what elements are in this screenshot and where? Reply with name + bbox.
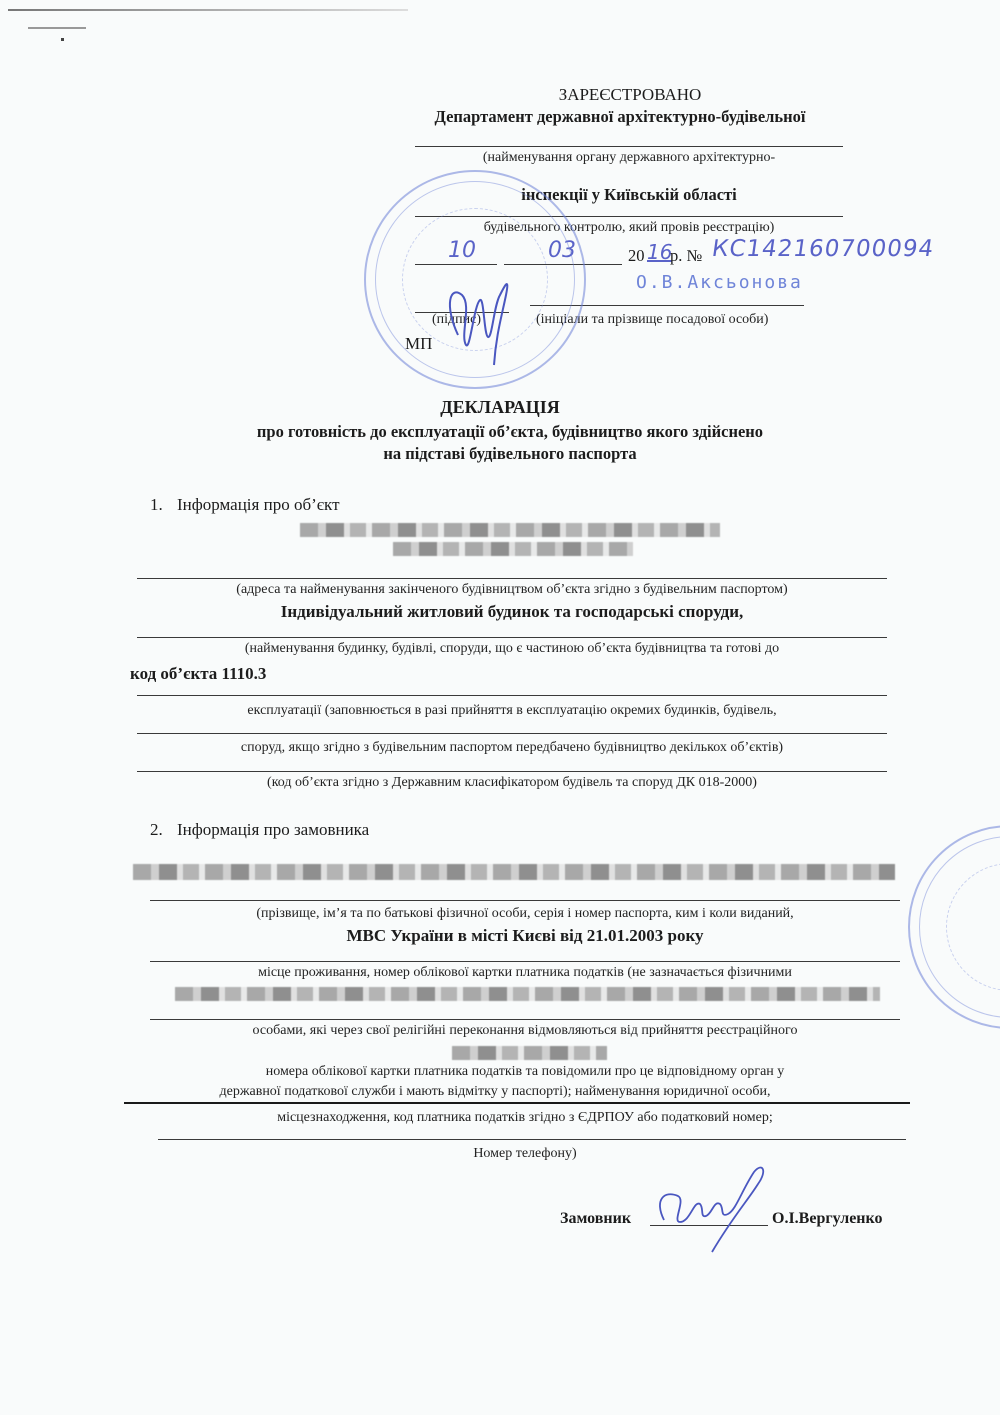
section2-caption-residence: місце проживання, номер облікової картки платника податків (не зазначається фізичними	[258, 965, 792, 980]
divider-thick	[124, 1102, 910, 1104]
section1-heading: Інформація про об’єкт	[177, 495, 340, 514]
official-name-stamp: О.В.Аксьонова	[636, 272, 803, 293]
divider	[415, 146, 843, 147]
redacted-customer-name-passport	[133, 864, 895, 880]
date-day: 10	[448, 238, 476, 263]
registration-caption2: будівельного контролю, який провів реєстрацію)	[483, 220, 775, 235]
customer-name: О.І.Вергуленко	[772, 1210, 883, 1227]
divider	[137, 733, 887, 734]
year-prefix: 20	[628, 246, 645, 265]
section2-caption-person: (прізвище, ім’я та по батькові фізичної особи, серія і номер паспорта, ким і коли виданий,	[256, 906, 794, 921]
section2-caption-tax2: державної податкової служби і мають відмітку у паспорті); найменування юридичної особи,	[219, 1084, 771, 1099]
declaration-subtitle1: про готовність до експлуатації об’єкта, будівництво якого здійснено	[256, 422, 764, 441]
divider	[137, 637, 887, 638]
redacted-object-address-line1	[300, 523, 720, 537]
section1-caption-classifier: (код об’єкта згідно з Державним класифікатором будівель та споруд ДК 018-2000)	[267, 775, 757, 790]
registration-number: КС142160700094	[710, 236, 936, 262]
section2-number: 2.	[150, 820, 163, 839]
declaration-subtitle2: на підставі будівельного паспорта	[383, 444, 637, 463]
seal-label: МП	[405, 334, 433, 353]
divider	[150, 1019, 900, 1020]
section1-number: 1.	[150, 495, 163, 514]
signature-caption: (підпис)	[432, 312, 482, 327]
customer-signature	[650, 1160, 780, 1260]
partial-stamp-right	[908, 825, 1000, 1029]
official-name-caption: (ініціали та прізвище посадової особи)	[536, 312, 769, 327]
section2-heading: Інформація про замовника	[177, 820, 370, 839]
divider	[137, 771, 887, 772]
scan-artifact-mark	[28, 27, 86, 29]
divider	[137, 695, 887, 696]
divider	[150, 961, 900, 962]
redacted-object-address-line2	[393, 542, 633, 556]
divider	[150, 900, 900, 901]
section1-caption-building: (найменування будинку, будівлі, споруди, що є частиною об’єкта будівництва та готові до	[244, 641, 780, 656]
object-code: код об’єкта 1110.3	[130, 664, 267, 683]
scan-artifact-line	[8, 9, 408, 11]
section1-caption-structures: споруд, якщо згідно з будівельним паспортом передбачено будівництво декількох об’єктів)	[240, 740, 784, 755]
customer-signature-label: Замовник	[560, 1210, 632, 1227]
date-month: 03	[548, 238, 576, 263]
year-label: р. №	[670, 246, 703, 265]
section2-caption-religion: особами, які через свої релігійні переконання відмовляються від прийняття реєстраційного	[252, 1023, 798, 1038]
section2-caption-phone: Номер телефону)	[473, 1146, 577, 1161]
section1-caption-exploitation: експлуатації (заповнюється в разі прийняття в експлуатацію окремих будинків, будівель,	[247, 703, 777, 718]
declaration-title: ДЕКЛАРАЦІЯ	[440, 397, 560, 417]
object-name: Індивідуальний житловий будинок та господарські споруди,	[280, 602, 744, 621]
section2-caption-tax1: номера облікової картки платника податків та повідомили про це відповідному орган у	[265, 1064, 785, 1079]
passport-issued: МВС України в місті Києві від 21.01.2003 року	[346, 926, 704, 945]
registration-heading: ЗАРЕЄСТРОВАНО	[558, 85, 702, 104]
registration-caption1: (найменування органу державного архітектурно-	[482, 150, 776, 165]
official-signature	[440, 265, 520, 375]
registration-authority-line2: інспекції у Київській області	[521, 185, 737, 204]
scan-artifact-dot	[61, 38, 64, 41]
registration-authority-line1: Департамент державної архітектурно-будівельної	[434, 107, 806, 126]
section1-caption-address: (адреса та найменування закінченого будівництвом об’єкта згідно з будівельним паспортом)	[236, 582, 788, 597]
year-suffix: 16	[647, 240, 673, 264]
section2-caption-location: місцезнаходження, код платника податків згідно з ЄДРПОУ або податковий номер;	[277, 1110, 773, 1125]
divider	[158, 1139, 906, 1140]
redacted-customer-residence	[175, 987, 880, 1001]
redacted-tax-number	[452, 1046, 607, 1060]
divider	[137, 578, 887, 579]
